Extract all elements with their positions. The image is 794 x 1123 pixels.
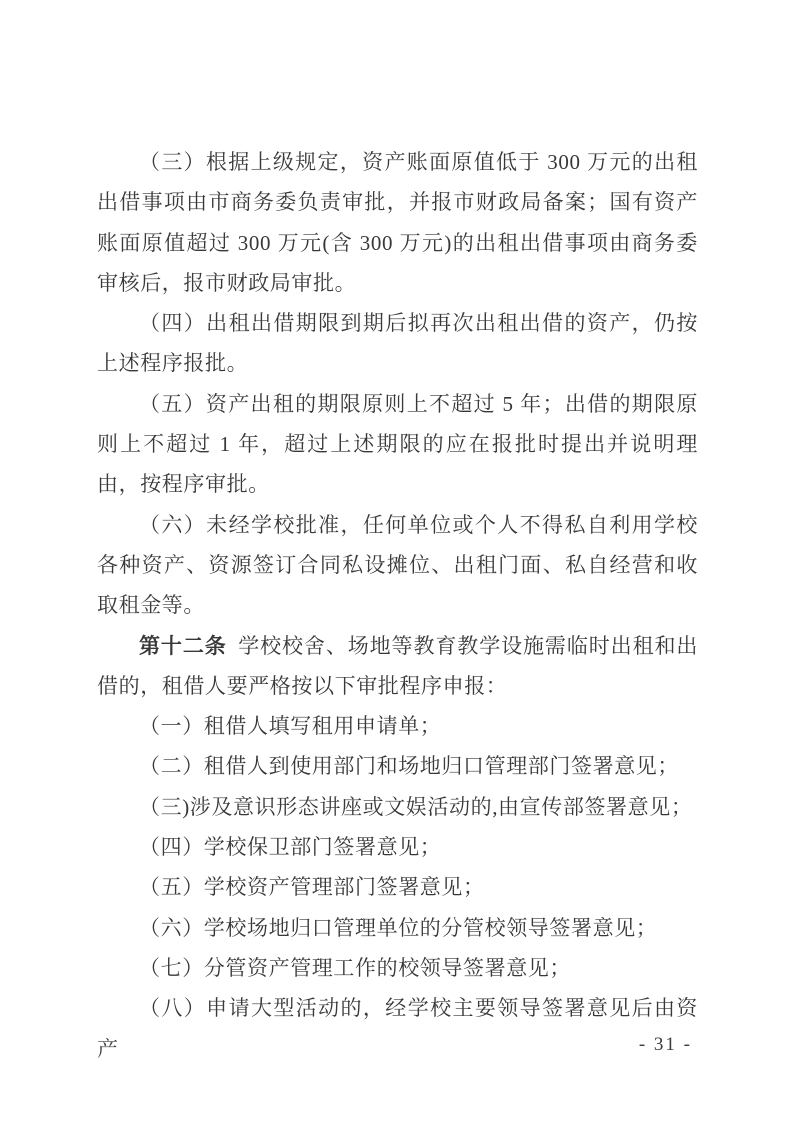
- paragraph-item-7: （七）分管资产管理工作的校领导签署意见；: [139, 955, 571, 980]
- page-number: - 31 -: [638, 1034, 692, 1055]
- paragraph-clause-4: （四）出租出借期限到期后拟再次出租出借的资产，仍按上述程序报批。: [97, 311, 698, 376]
- paragraph-clause-3: （三）根据上级规定，资产账面原值低于 300 万元的出租出借事项由市商务委负责审批，并报市财政局备案；国有资产账面原值超过 300 万元(含 300 万元)的出租出借事项由商务委审核后，报市财政局审批。: [97, 150, 698, 295]
- paragraph-item-3: （三)涉及意识形态讲座或文娱活动的,由宣传部签署意见；: [139, 794, 693, 819]
- paragraph-item-1: （一）租借人填写租用申请单；: [139, 714, 442, 739]
- paragraph-item-2: （二）租借人到使用部门和场地归口管理部门签署意见；: [139, 754, 679, 779]
- paragraph-clause-6: （六）未经学校批准，任何单位或个人不得私自利用学校各种资产、资源签订合同私设摊位、出租门面、私自经营和收取租金等。: [97, 512, 698, 618]
- paragraph-item-8: （八）申请大型活动的，经学校主要领导签署意见后由资产: [97, 996, 698, 1061]
- article-12-text: 学校校舍、场地等教育教学设施需临时出租和出借的，租借人要严格按以下审批程序申报：: [97, 633, 698, 698]
- paragraph-item-6: （六）学校场地归口管理单位的分管校领导签署意见；: [139, 915, 658, 940]
- paragraph-item-5: （五）学校资产管理部门签署意见；: [139, 875, 485, 900]
- document-body: [97, 142, 698, 1069]
- article-number-bold: 第十二条: [139, 633, 227, 658]
- paragraph-article-12: [97, 626, 698, 707]
- paragraph-clause-5: （五）资产出租的期限原则上不超过 5 年；出借的期限原则上不超过 1 年，超过上述期限的应在报批时提出并说明理由，按程序审批。: [97, 391, 698, 497]
- paragraph-item-4: （四）学校保卫部门签署意见；: [139, 835, 442, 860]
